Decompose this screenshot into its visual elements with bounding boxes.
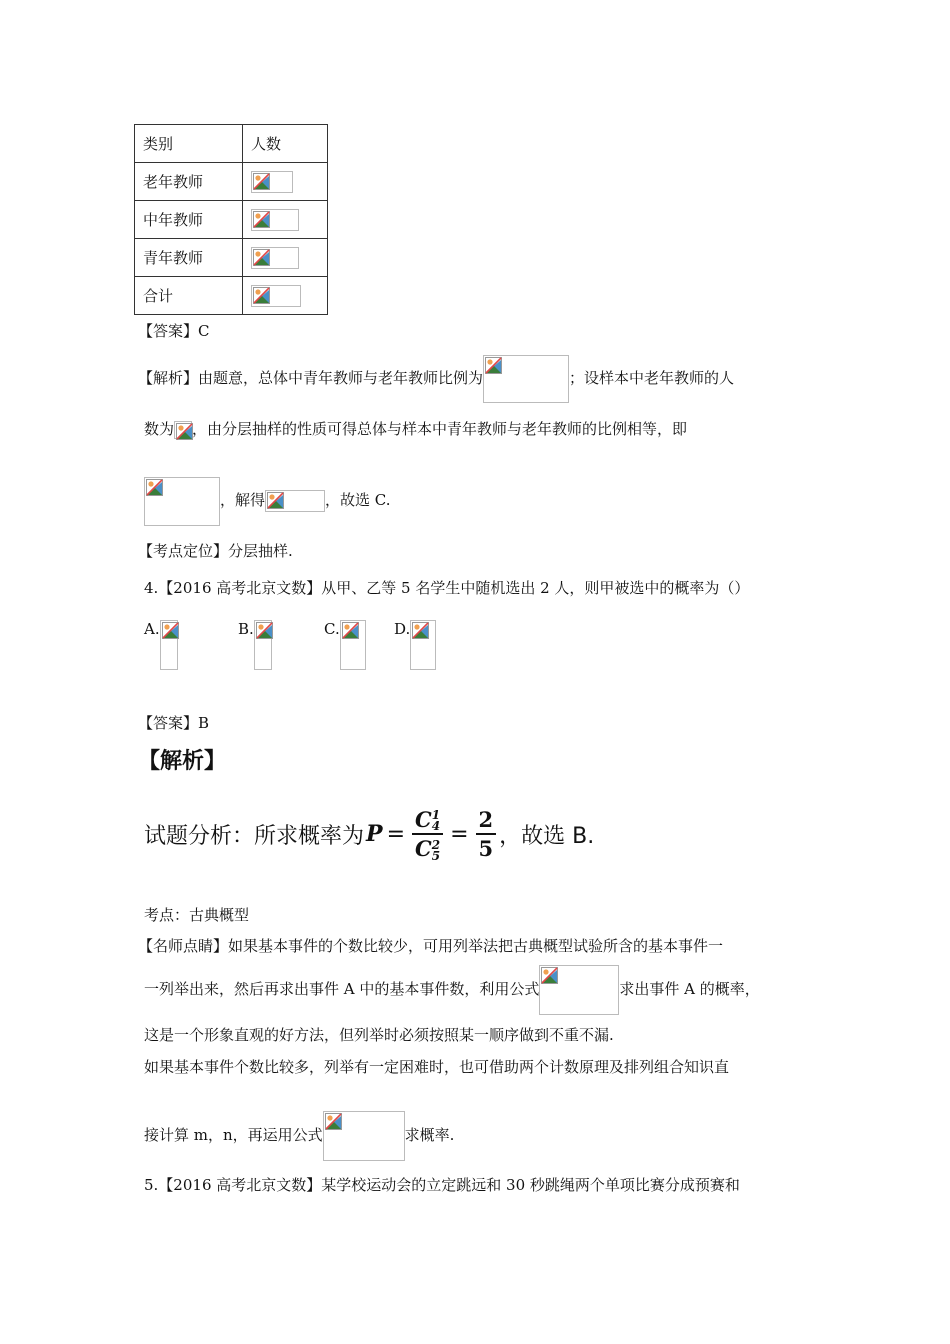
sub-sup [432, 810, 440, 832]
formula-image-icon [323, 1111, 405, 1161]
table-cell-value [243, 163, 328, 201]
table-cell-value [243, 277, 328, 315]
broken-image-icon [251, 209, 299, 231]
combination-fraction [412, 807, 443, 862]
option-b [238, 620, 272, 670]
option-image-icon [340, 620, 366, 670]
fraction-denominator [412, 835, 443, 862]
q5-stem: 5.【2016 高考北京文数】某学校运动会的立定跳远和 30 秒跳绳两个单项比赛分成预赛和 [144, 1176, 740, 1194]
c-symbol: C [415, 806, 432, 832]
formula-suffix: ，故选 B. [499, 823, 595, 849]
q4-stem: 4.【2016 高考北京文数】从甲、乙等 5 名学生中随机选出 2 人，则甲被选中的概率为（） [144, 579, 750, 597]
formula-p: P [366, 821, 383, 847]
broken-image-icon [251, 247, 299, 269]
formula-image-icon [539, 965, 619, 1015]
fraction-denominator: 5 [478, 836, 494, 861]
table-row [135, 239, 328, 277]
result-fraction [476, 807, 497, 861]
q3-analysis-text: ，解得 [220, 491, 266, 509]
solution-image-icon [265, 490, 325, 512]
formula-equals: = [450, 821, 469, 847]
table-cell-label: 中年教师 [135, 201, 243, 239]
q4-tip-line-4: 如果基本事件个数比较多，列举有一定困难时，也可借助两个计数原理及排列组合知识直 [144, 1058, 730, 1076]
q4-tip-line-3: 这是一个形象直观的好方法，但列举时必须按照某一顺序做到不重不漏. [144, 1026, 614, 1044]
q4-tip-line-2 [144, 964, 760, 1014]
subscript: 5 [431, 848, 441, 863]
option-label: A. [144, 620, 160, 638]
option-c [324, 620, 366, 670]
q4-answer: 【答案】B [138, 714, 210, 732]
q3-analysis-label: 【解析】 [138, 369, 199, 387]
table-row [135, 201, 328, 239]
q4-tip-line-1: 【名师点睛】如果基本事件的个数比较少，可用列举法把古典概型试验所含的基本事件一 [138, 937, 724, 955]
option-label: B. [238, 620, 254, 638]
tip-text: 接计算 m，n，再运用公式 [144, 1126, 323, 1144]
table-row [135, 163, 328, 201]
option-a [144, 620, 178, 670]
table-header-row [135, 125, 328, 163]
proportion-equation-image-icon [144, 477, 220, 526]
table-cell-label: 合计 [135, 277, 243, 315]
formula-prefix: 试题分析：所求概率为 [144, 823, 365, 849]
subscript: 4 [431, 819, 441, 833]
q3-analysis-text: ，故选 C. [325, 491, 391, 509]
broken-image-icon [251, 171, 293, 193]
option-image-icon [410, 620, 436, 670]
q3-analysis-line-3 [144, 476, 391, 525]
tip-text: 一列举出来，然后再求出事件 A 中的基本事件数，利用公式 [144, 980, 540, 998]
table-cell-label: 老年教师 [135, 163, 243, 201]
superscript: 1 [431, 808, 441, 822]
table-header-count: 人数 [243, 125, 328, 163]
broken-image-icon [251, 285, 301, 307]
option-image-icon [160, 620, 178, 670]
q3-answer: 【答案】C [138, 322, 210, 340]
option-label: D. [394, 620, 411, 638]
teacher-category-table [134, 124, 328, 315]
q3-analysis-text: ，由分层抽样的性质可得总体与样本中青年教师与老年教师的比例相等，即 [192, 420, 688, 438]
option-d [394, 620, 436, 670]
q3-analysis-text: ；设样本中老年教师的人 [569, 369, 735, 387]
table-cell-value [243, 239, 328, 277]
q4-kaodian: 考点：古典概型 [144, 906, 250, 924]
probability-formula [144, 798, 594, 870]
c-symbol: C [415, 836, 432, 861]
q3-analysis-line-2 [144, 418, 687, 440]
fraction-numerator: 2 [476, 807, 497, 835]
tip-text: 求概率. [404, 1126, 455, 1144]
q4-analysis-heading: 【解析】 [138, 749, 227, 774]
tip-text: 求出事件 A 的概率， [619, 980, 760, 998]
superscript: 2 [431, 837, 441, 852]
option-image-icon [254, 620, 272, 670]
table-row [135, 277, 328, 315]
table-cell-label: 青年教师 [135, 239, 243, 277]
option-label: C. [324, 620, 340, 638]
q3-kaodian: 【考点定位】分层抽样. [138, 542, 293, 560]
q3-analysis-text: 由题意，总体中青年教师与老年教师比例为 [198, 369, 484, 387]
formula-equals: = [386, 821, 405, 847]
table-cell-value [243, 201, 328, 239]
q4-tip-line-5 [144, 1110, 454, 1160]
table-header-category: 类别 [135, 125, 243, 163]
q3-analysis-line-1 [138, 354, 734, 402]
sub-sup [431, 837, 441, 863]
ratio-formula-image-icon [483, 355, 569, 403]
q3-analysis-text: 数为 [144, 420, 175, 438]
fraction-numerator [412, 807, 443, 836]
variable-image-icon [174, 421, 192, 439]
